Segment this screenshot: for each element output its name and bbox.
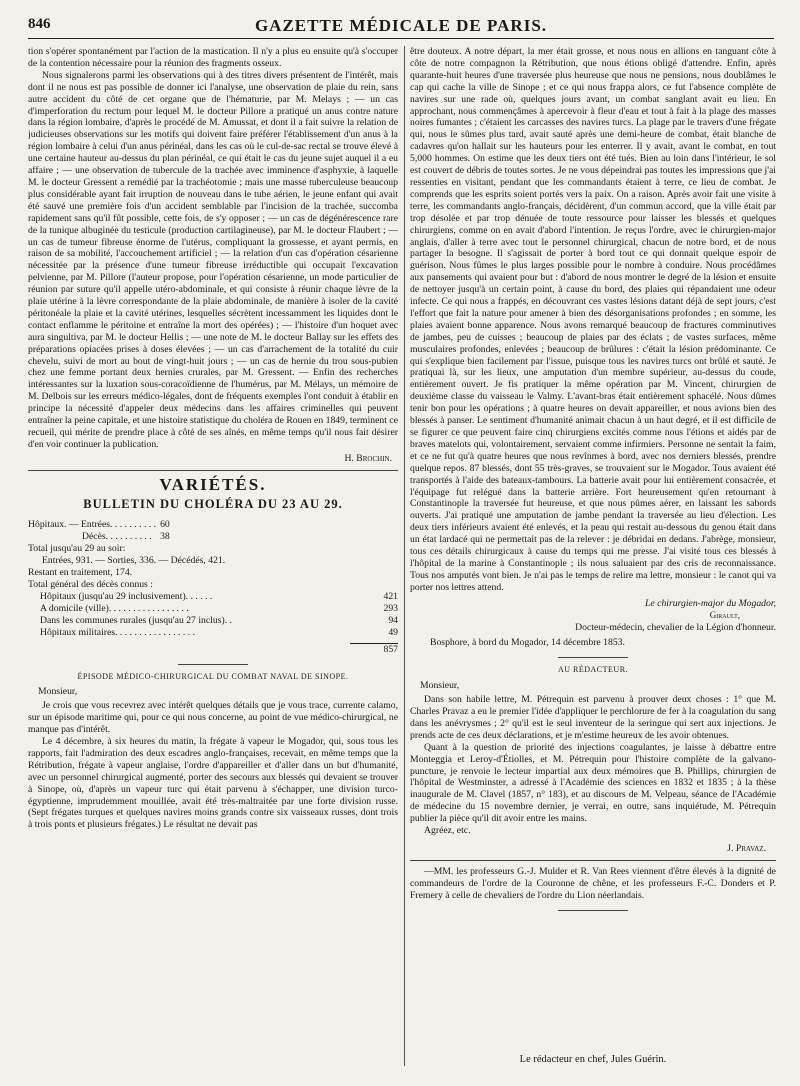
stat-label: Décès. . . . . . . . . .: [82, 530, 152, 542]
right-paragraph: Agréez, etc.: [424, 825, 471, 837]
section-title-varietes: VARIÉTÉS.: [159, 474, 267, 494]
right-column: [410, 46, 776, 1074]
left-column: [28, 46, 398, 1074]
right-paragraph: Quant à la question de priorité des injections coagulantes, je laisse à débattre entre Monteggia et Leroy-d'Étiolles, et M. Pétrequin pour l'histoire complète de la galvano-puncture, je renvoie le lecteur impartial aux deux mémoires que B. Phillips, chirurgien de l'hôpital de Westminster, a adressé à l'Académie des sciences en 1832 et 1835 ; à la thèse inaugurale de M. Clavel (1857, n° 183), et au discours de M. Velpeau, séance de l'Académie de médecine du 15 novembre dernier, je verrai, en outre, sans inquiétude, M. Pétrequin publier la pièce qu'il dit avoir entre les mains.: [410, 741, 776, 825]
stat-line: Entrées, 931. — Sorties, 336. — Décédés, 421.: [42, 555, 226, 567]
article-signature: H. Brochin.: [344, 452, 392, 464]
stat-line: Restant en traitement, 174.: [28, 567, 133, 579]
left-paragraph: Je crois que vous recevrez avec intérêt quelques détails que je vous trace, currente calamo, sur un épisode maritime qui, pour ce qui nous concerne, au point de vue médico-chirurgical, ne manque pas d'intérêt.: [28, 700, 398, 736]
list-item: Hôpitaux (jusqu'au 29 inclusivement). . . . . . 421: [40, 590, 398, 602]
salutation: Monsieur,: [420, 680, 460, 692]
stat-value: 60: [160, 518, 170, 530]
left-paragraph: Le 4 décembre, à six heures du matin, la frégate à vapeur le Mogador, qui, sous tous les rapports, fait l'admiration des deux escadres anglo-françaises, recevait, en même temps que la Rétribution, frégate à vapeur anglaise, l'ordre d'appareiller et d'aller dans un but d'humanité, avec un personnel chirurgical augmenté, porter des secours aux blessés qui devaient se trouver à Sinope, où, d'après un vapeur turc qui était parvenu à s'échapper, une division turco-égyptienne, imprudemment mouillée, avait été très-maltraitée par une forte division russe. (Sept frégates turques et quelques navires moins grands contre six vaisseaux russes, dont trois à trois ponts et plusieurs frégates.) Le résultat ne devait pas: [28, 736, 398, 831]
section-divider: [410, 860, 776, 861]
editor-line: Le rédacteur en chef, Jules Guérin.: [519, 1054, 667, 1066]
news-item: —MM. les professeurs G.-J. Mulder et R. Van Rees viennent d'être élevés à la dignité de commandeurs de l'ordre de la Couronne de chêne, et les professeurs F.-C. Donders et P. Fremery à celle de chevaliers de l'ordre du Lion néerlandais.: [410, 865, 776, 901]
page-number: 846: [28, 16, 51, 32]
letter-author-title: Docteur-médecin, chevalier de la Légion d'honneur.: [575, 621, 776, 633]
right-paragraph: Dans son habile lettre, M. Pétrequin est parvenu à prouver deux choses : 1° que M. Charles Pravaz a eu le premier l'idée d'appliquer le perchlorure de fer à la coagulation du sang dans les anévrysmes ; 2° qu'il est le seul inventeur de la seringue qui sert aux injections. Je prends acte de ces deux déclarations, et je m'estime heureux de les avoir obtenues.: [410, 694, 776, 741]
section-divider: [558, 657, 628, 658]
stat-value: 38: [160, 530, 170, 542]
stat-line: Total général des décès connus :: [28, 579, 153, 591]
list-item: A domicile (ville). . . . . . . . . . . . . . . . . 293: [40, 602, 398, 614]
section-divider: [28, 470, 398, 471]
au-redacteur-title: AU RÉDACTEUR.: [557, 665, 629, 675]
letter-location: Bosphore, à bord du Mogador, 14 décembre 1853.: [430, 637, 625, 649]
bulletin-title: BULLETIN DU CHOLÉRA DU 23 AU 29.: [83, 496, 343, 511]
deaths-list: [28, 591, 398, 639]
list-item: Dans les communes rurales (jusqu'au 27 inclus). . 94: [40, 614, 398, 626]
cholera-stats-table: [28, 519, 170, 544]
letter-signoff: Le chirurgien-major du Mogador,: [645, 597, 776, 609]
letter-signature: J. Pravaz.: [727, 843, 766, 854]
column-divider: [404, 46, 405, 1066]
list-item: Hôpitaux militaires. . . . . . . . . . . . . . . . . 49: [40, 626, 398, 638]
stat-line: Total jusqu'au 29 au soir:: [28, 543, 126, 555]
salutation: Monsieur,: [38, 686, 78, 698]
page-header: [28, 12, 774, 39]
letter-author: Girault,: [709, 609, 740, 620]
grand-total: 857: [28, 639, 398, 656]
section-divider: [178, 664, 248, 665]
stat-label: Hôpitaux. — Entrées. . . . . . . . . .: [28, 518, 157, 530]
running-title: GAZETTE MÉDICALE DE PARIS.: [254, 16, 548, 35]
left-paragraph: tion s'opérer spontanément par l'action de la mastication. Il n'y a plus eu ensuite qu'à s'occuper de la contention nécessaire pour la réunion des fragments osseux.: [28, 46, 398, 69]
left-paragraph: Nous signalerons parmi les observations qui à des titres divers présentent de l'intérêt, mais dont il ne nous est pas possible de donner ici l'analyse, une observation de plaie du rein, sans autre accident du côté de cet organe que de l'hématurie, par M. Melays ; — un cas d'imperforation du rectum pour lequel M. le docteur Pillore a pratiqué un anus contre nature dans la région lombaire, d'après le procédé de M. Amussat, et dont il a fait suivre la relation de judicieuses observations sur les motifs qui doivent faire préférer l'établissement d'un anus à la région lombaire à celui d'un anus périnéal, dans les cas où le cul-de-sac rectal se trouve élevé à une certaine hauteur au-dessus du plan périnéal, ce qui était le cas du jeune sujet auquel il a eu affaire ; — une observation de tubercule de la trachée avec imminence d'asphyxie, à laquelle M. le docteur Gressent a remédié par la trachéotomie ; mais une masse tuberculeuse beaucoup plus considérable ayant fait irruption de nouveau dans le tube aérien, le jeune enfant qui avait été sauvé une première fois d'un accident semblable par l'incision de la trachée, succomba rapidement sans qu'il fût possible, cette fois, de s'y opposer ; — un cas de dégénérescence rare de la tunique albuginée du testicule (production cartilagineuse), par M. le docteur Flaubert ; — un cas de tumeur fibreuse énorme de l'utérus, compliquant la grossesse, et ayant permis, en raison de sa mobilité, l'accouchement artificiel ; — la relation d'un cas d'opération césarienne nécessitée par la présence d'une tumeur fibreuse irréductible qui occupait l'excavation pelvienne, par M. Pillore (l'auteur propose, pour l'opération césarienne, un mode particulier de réunion par suture qu'il appelle utéro-abdominale, et qui consiste à réunir chaque lèvre de la plaie utérine à la lèvre correspondante de la plaie abdominale, de manière à isoler de la cavité péritonéale la plaie et la cavité utérines, lesquelles sécrètent incessamment les liquides dont le contact enflamme le péritoine et entraîne la mort des opérées) ; — l'histoire d'un hoquet avec aura singultiva, par M. le docteur Hellis ; — une note de M. le docteur Ballay sur les effets des préparations opiacées prises à doses élevées ; — un cas d'arrachement de la totalité du cuir chevelu, suivi de mort au bout de vingt-huit jours ; — un cas de hernie du trou sous-pubien chez une femme portant deux hernies crurales, par M. Gressent. — Enfin des recherches intéressantes sur la luxation sous-coracoïdienne de l'humérus, par M. Mélays, un mémoire de M. Delbois sur les erreurs médico-légales, dont de fréquents exemples l'ont conduit à établir en principe la nécessité d'appeler deux médecins dans les affaires criminelles qui peuvent entraîner la peine capitale, et une histoire statistique du choléra de Rouen en 1849, terminent ce recueil, qui mérite de prendre place à côté de ses aînés, en même temps qu'il nous fait désirer d'en voir continuer la publication.: [28, 69, 398, 450]
section-divider: [558, 910, 628, 911]
right-paragraph: être douteux. A notre départ, la mer était grosse, et nous nous en allions en tanguant côte à côte de notre compagnon la Rétribution, que nous étions obligé d'attendre. Enfin, après quarante-huit heures d'une traversée plus heureuse que nous ne pensions, nous doublâmes le cap qui cache la ville de Sinope ; et ce qui nous frappa alors, ce fut l'absence complète de navires sur une rade où, quelques jours avant, un combat sanglant avait eu lieu. En approchant, nous commençâmes à apercevoir à fleur d'eau et tout à fait à la plage des masses noires fumantes ; c'étaient les carcasses des navires turcs. La plage par le travers d'une frégate qui, nous le sûmes plus tard, avait sauté après une demi-heure de combat, était blanche de cadavres qu'on hallait sur les hauteurs pour les enterrer. Il y avait, avant le combat, en tout 5,000 hommes. On estime que les deux tiers ont été tués. Bien au loin dans l'intérieur, le sol est couvert de débris de toutes sortes. Je ne vous dépeindrai pas toutes les impressions que j'ai ressenties en visitant, pendant que les commandants étaient à terre, ce lieu de combat. Je comprends que les esprits soient portés vers la paix. On a raison. Après avoir fait une visite à terre, les commandants anglo-français, décidèrent, d'un commun accord, que la ville était par trop désolée et par trop dénuée de toute ressource pour laisser les blessés et quelques chirurgiens, comme on en avait d'abord l'intention. Je reçus l'ordre, avec le chirurgien-major anglais, d'aller à terre avec tout le personnel chirurgical, chacun de notre bord, et de nous partager la besogne. Il s'agissait de porter à bord tout ce qui donnait quelque espoir de guérison. Nous fûmes le plus larges possible pour le nombre à conduire. Nous procédâmes aux pansements qui avaient pour but : d'abord de nous montrer le degré de la lésion et ensuite de nettoyer jusqu'à un certain point, à cause du bord, des plaies qui répandaient une odeur infecte. Ce qui nous a frappés, en découvrant ces vastes lésions datant déjà de sept jours, c'est l'effort que fait la nature pour amener à bien des désorganisations profondes ; en somme, les plaies avaient bonne apparence. Nous avons remarqué beaucoup de fractures comminutives de jambes, peu de cuisses ; beaucoup de plaies par des éclats ; de vastes surfaces, même musculaires profondes, enlevées ; beaucoup de brûlures : c'était la lésion prédominante. Ce qui s'explique bien facilement par l'issue, puisque tous les navires turcs ont brûlé et sauté. Je pratiquai là, sur les lieux, une amputation d'un membre supérieur, au-dessus du coude, entièrement ouvert. Je fis pratiquer la même opération par M. Vincent, chirurgien de deuxième classe du vaisseau le Valmy. L'avant-bras était entièrement sphacélé. Nous dûmes tenir bon pour les opérations ; à quatre heures on devait appareiller, et nous avions bien des blessés à panser. Le sentiment d'humanité animait chacun à un haut degré, et il est difficile de se figurer ce que peuvent faire cinq chirurgiens excités comme nous l'étions et aidés par de braves matelots qui, volontairement, servaient comme infirmiers. Personne ne sentait la faim, et ce ne fut qu'à quatre heures que nous revînmes à bord, avec nos derniers blessés, prendre quelque repos. 87 blessés, dont 55 très-graves, se trouvaient sur le Mogador. Tous avaient été transportés à l'aide des bateaux-tambours. La batterie avait pour lui entièrement consacrée, et l'équipage fut relégué dans la batterie arrière. Fort heureusement qu'en retournant à Constantinople la traversée fut heureuse, et que nous pûmes aérer, en laissant les sabords ouverts. J'ai pratiqué une amputation de jambe pendant la traversée au lieu d'élection. Les deux tiers inférieurs avaient été enlevés, et la peau qui restait au-dessous du genou était dans un état lardacé qui ne permettait pas de la relever : je débridai en dedans. J'abrège, monsieur, tous ces détails chirurgicaux à cause du temps qui me presse. J'ai visité tous ces blessés à l'hôpital de la marine à Constantinople ; ils nous saluaient par des cris de reconnaissance. Tous nos amputés vont bien. Je n'ai pas le temps de relire ma lettre, monsieur : le canot qui va porter nos lettres attend.: [410, 46, 776, 593]
episode-title: ÉPISODE MÉDICO-CHIRURGICAL DU COMBAT NAVAL DE SINOPE.: [77, 671, 349, 681]
